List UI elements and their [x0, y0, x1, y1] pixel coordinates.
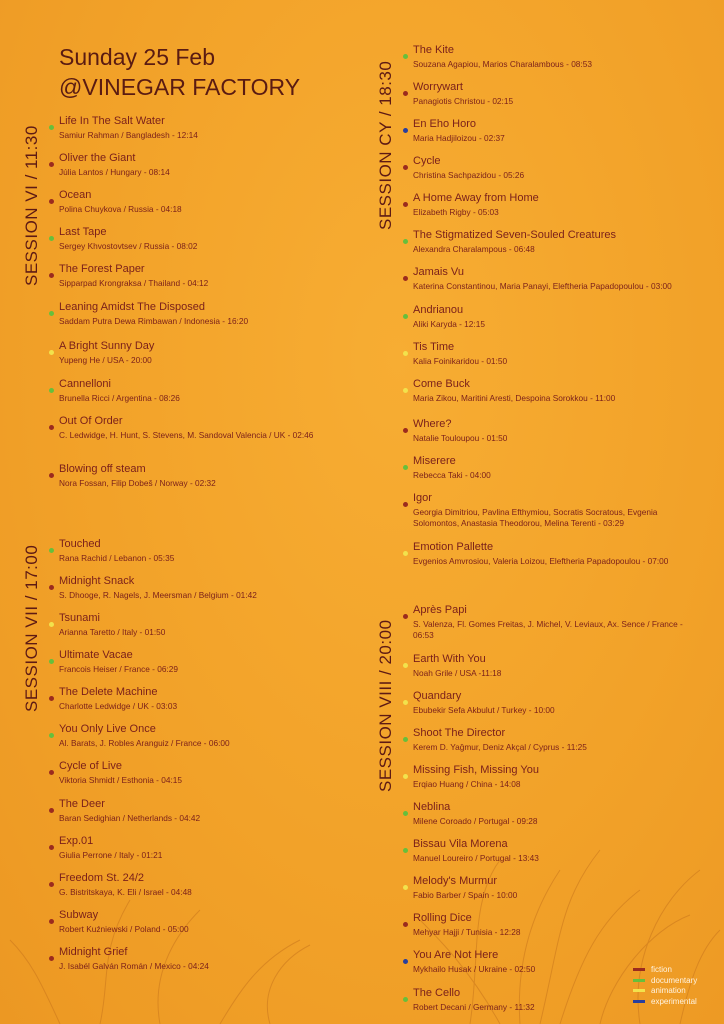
film-credits: Yupeng He / USA - 20:00: [59, 355, 152, 365]
film-title: Cycle: [413, 155, 441, 167]
category-dot: [403, 959, 408, 964]
film-title: Exp.01: [59, 835, 94, 847]
film-credits: Francois Heiser / France - 06:29: [59, 664, 178, 674]
film-entry: [413, 492, 705, 529]
film-title: Blowing off steam: [59, 463, 146, 475]
category-dot: [403, 276, 408, 281]
film-entry: [413, 912, 705, 938]
session-label: SESSION VIII / 20:00: [376, 619, 395, 792]
film-credits: Sergey Khvostovtsev / Russia - 08:02: [59, 241, 198, 251]
category-dot: [49, 125, 54, 130]
category-dot: [403, 700, 408, 705]
film-title: Ocean: [59, 189, 92, 201]
film-title: Life In The Salt Water: [59, 115, 165, 127]
film-entry: [413, 604, 705, 641]
film-title: Tsunami: [59, 612, 100, 624]
category-dot: [49, 585, 54, 590]
film-title: Ultimate Vacae: [59, 649, 133, 661]
film-title: Tis Time: [413, 341, 455, 353]
category-dot: [49, 770, 54, 775]
film-credits: C. Ledwidge, H. Hunt, S. Stevens, M. Sandoval Valencia / UK - 02:46: [59, 430, 314, 440]
film-entry: [413, 727, 705, 753]
category-dot: [403, 848, 408, 853]
session-label: SESSION CY / 18:30: [376, 60, 395, 230]
film-title: The Delete Machine: [59, 686, 158, 698]
film-credits: Mehyar Hajji / Tunisia - 12:28: [413, 927, 521, 937]
category-dot: [403, 54, 408, 59]
film-entry: [413, 418, 705, 444]
category-dot: [403, 502, 408, 507]
film-entry: [413, 764, 705, 790]
film-title: Andrianou: [413, 304, 464, 316]
film-entry: [59, 263, 359, 289]
film-credits: Rana Rachid / Lebanon - 05:35: [59, 553, 175, 563]
film-title: The Cello: [413, 987, 461, 999]
category-dot: [49, 425, 54, 430]
category-dot: [49, 845, 54, 850]
film-credits: Elizabeth Rigby - 05:03: [413, 207, 499, 217]
legend-label: documentary: [651, 975, 698, 985]
film-credits: Arianna Taretto / Italy - 01:50: [59, 627, 166, 637]
film-entry: [59, 872, 359, 898]
film-title: Melody's Murmur: [413, 875, 498, 887]
film-credits: Sipparpad Krongraksa / Thailand - 04:12: [59, 278, 209, 288]
film-entry: [59, 946, 359, 972]
category-dot: [403, 922, 408, 927]
film-title: Come Buck: [413, 378, 470, 390]
category-dot: [403, 428, 408, 433]
film-title: A Bright Sunny Day: [59, 340, 155, 352]
film-entry: [413, 192, 705, 218]
film-title: Earth With You: [413, 653, 486, 665]
film-credits: Giulia Perrone / Italy - 01:21: [59, 850, 163, 860]
film-credits: Katerina Constantinou, Maria Panayi, Eleftheria Papadopoulou - 03:00: [413, 281, 672, 291]
film-entry: [413, 44, 705, 70]
film-title: The Stigmatized Seven-Souled Creatures: [413, 229, 616, 241]
category-dot: [403, 351, 408, 356]
film-credits: Evgenios Amvrosiou, Valeria Loizou, Eleftheria Papadopoulou - 07:00: [413, 556, 669, 566]
film-credits: Fabio Barber / Spain - 10:00: [413, 890, 518, 900]
film-title: Quandary: [413, 690, 462, 702]
film-entry: [59, 301, 359, 327]
film-title: Jamais Vu: [413, 266, 464, 278]
film-title: A Home Away from Home: [413, 192, 539, 204]
film-entry: [59, 152, 359, 178]
film-credits: Maria Hadjiloizou - 02:37: [413, 133, 505, 143]
film-credits: Júlia Lantos / Hungary - 08:14: [59, 167, 170, 177]
category-dot: [49, 199, 54, 204]
film-credits: Charlotte Ledwidge / UK - 03:03: [59, 701, 178, 711]
film-entry: [413, 304, 705, 330]
film-title: You Are Not Here: [413, 949, 499, 961]
category-dot: [403, 774, 408, 779]
film-title: En Eho Horo: [413, 118, 476, 130]
film-credits: Al. Barats, J. Robles Aranguiz / France - 06:00: [59, 738, 230, 748]
film-entry: [59, 463, 359, 489]
film-entry: [59, 760, 359, 786]
film-credits: Robert Kuźniewski / Poland - 05:00: [59, 924, 189, 934]
film-credits: Kalia Foinikaridou - 01:50: [413, 356, 508, 366]
film-title: Freedom St. 24/2: [59, 872, 144, 884]
film-entry: [59, 415, 359, 441]
film-title: Where?: [413, 418, 452, 430]
film-credits: Noah Grile / USA -11:18: [413, 668, 502, 678]
film-entry: [413, 341, 705, 367]
film-credits: Baran Sedighian / Netherlands - 04:42: [59, 813, 201, 823]
category-dot: [49, 808, 54, 813]
film-entry: [59, 189, 359, 215]
category-dot: [403, 885, 408, 890]
category-dot: [403, 128, 408, 133]
film-entry: [59, 115, 359, 141]
category-dot: [49, 548, 54, 553]
legend-swatch: [633, 989, 645, 992]
film-credits: Panagiotis Christou - 02:15: [413, 96, 514, 106]
category-dot: [403, 811, 408, 816]
film-credits: Natalie Touloupou - 01:50: [413, 433, 508, 443]
category-dot: [49, 659, 54, 664]
film-entry: [59, 686, 359, 712]
film-title: Last Tape: [59, 226, 107, 238]
category-dot: [49, 273, 54, 278]
category-dot: [403, 91, 408, 96]
category-dot: [49, 622, 54, 627]
film-entry: [413, 155, 705, 181]
category-dot: [403, 737, 408, 742]
film-title: Cannelloni: [59, 378, 111, 390]
film-entry: [59, 226, 359, 252]
film-entry: [413, 378, 705, 404]
category-dot: [403, 551, 408, 556]
legend-swatch: [633, 979, 645, 982]
film-entry: [413, 118, 705, 144]
legend-label: experimental: [651, 996, 697, 1006]
category-dot: [49, 311, 54, 316]
film-entry: [59, 835, 359, 861]
film-entry: [59, 378, 359, 404]
film-title: Touched: [59, 538, 101, 550]
film-title: You Only Live Once: [59, 723, 156, 735]
film-credits: Viktoria Shmidt / Esthonia - 04:15: [59, 775, 182, 785]
film-entry: [413, 541, 705, 567]
category-dot: [49, 162, 54, 167]
film-entry: [413, 455, 705, 481]
film-credits: S. Dhooge, R. Nagels, J. Meersman / Belgium - 01:42: [59, 590, 257, 600]
film-entry: [413, 653, 705, 679]
film-entry: [59, 798, 359, 824]
film-credits: Alexandra Charalampous - 06:48: [413, 244, 535, 254]
category-dot: [403, 388, 408, 393]
category-dot: [49, 236, 54, 241]
film-title: The Kite: [413, 44, 454, 56]
film-title: Neblina: [413, 801, 451, 813]
film-credits: Samiur Rahman / Bangladesh - 12:14: [59, 130, 198, 140]
film-entry: [59, 649, 359, 675]
category-dot: [49, 350, 54, 355]
film-title: Rolling Dice: [413, 912, 472, 924]
film-title: Shoot The Director: [413, 727, 506, 739]
film-credits: Milene Coroado / Portugal - 09:28: [413, 816, 538, 826]
film-credits: Robert Decani / Germany - 11:32: [413, 1002, 535, 1012]
film-credits: Saddam Putra Dewa Rimbawan / Indonesia - 16:20: [59, 316, 249, 326]
film-title: The Deer: [59, 798, 105, 810]
category-dot: [49, 919, 54, 924]
film-credits: Mykhailo Husak / Ukraine - 02:50: [413, 964, 536, 974]
film-title: Cycle of Live: [59, 760, 122, 772]
category-dot: [403, 997, 408, 1002]
film-entry: [59, 612, 359, 638]
category-dot: [403, 202, 408, 207]
film-credits: Polina Chuykova / Russia - 04:18: [59, 204, 182, 214]
category-dot: [49, 388, 54, 393]
film-credits: Ebubekir Sefa Akbulut / Turkey - 10:00: [413, 705, 555, 715]
film-title: Out Of Order: [59, 415, 123, 427]
film-credits: J. Isabél Galván Román / Mexico - 04:24: [59, 961, 209, 971]
film-title: Midnight Snack: [59, 575, 135, 587]
film-entry: [413, 266, 705, 292]
film-credits: Nora Fossan, Filip Dobeš / Norway - 02:32: [59, 478, 216, 488]
film-entry: [59, 538, 359, 564]
film-title: Oliver the Giant: [59, 152, 136, 164]
category-dot: [49, 882, 54, 887]
category-dot: [49, 696, 54, 701]
film-entry: [413, 690, 705, 716]
category-dot: [49, 473, 54, 478]
legend-swatch: [633, 968, 645, 971]
film-credits: Kerem D. Yağmur, Deniz Akçal / Cyprus - 11:25: [413, 742, 587, 752]
legend-swatch: [633, 1000, 645, 1003]
film-entry: [59, 575, 359, 601]
film-credits: Georgia Dimitriou, Pavlina Efthymiou, Socratis Socratous, Evgenia Solomontos, Anastasia Theodorou, Melina Terenti - 03:29: [413, 507, 658, 528]
film-title: Midnight Grief: [59, 946, 128, 958]
category-dot: [403, 663, 408, 668]
film-entry: [413, 838, 705, 864]
film-title: Missing Fish, Missing You: [413, 764, 539, 776]
category-dot: [49, 733, 54, 738]
film-credits: Manuel Loureiro / Portugal - 13:43: [413, 853, 539, 863]
film-title: The Forest Paper: [59, 263, 145, 275]
film-title: Emotion Pallette: [413, 541, 494, 553]
film-title: Subway: [59, 909, 99, 921]
film-title: Miserere: [413, 455, 456, 467]
film-entry: [59, 340, 359, 366]
event-title: [59, 42, 300, 102]
film-credits: Souzana Agapiou, Marios Charalambous - 08:53: [413, 59, 592, 69]
film-credits: S. Valenza, Fl. Gomes Freitas, J. Michel, V. Leviaux, Ax. Sence / France - 06:53: [413, 619, 683, 640]
legend-label: fiction: [651, 965, 672, 974]
film-credits: Aliki Karyda - 12:15: [413, 319, 485, 329]
film-entry: [413, 875, 705, 901]
film-credits: Christina Sachpazidou - 05:26: [413, 170, 525, 180]
film-credits: Brunella Ricci / Argentina - 08:26: [59, 393, 180, 403]
legend-label: animation: [651, 986, 686, 995]
category-dot: [49, 956, 54, 961]
film-credits: Erqiao Huang / China - 14:08: [413, 779, 521, 789]
film-entry: [413, 229, 705, 255]
film-credits: G. Bistritskaya, K. Eli / Israel - 04:48: [59, 887, 192, 897]
event-venue: @VINEGAR FACTORY: [59, 74, 301, 100]
film-entry: [59, 909, 359, 935]
category-dot: [403, 465, 408, 470]
film-title: Après Papi: [413, 604, 467, 616]
film-title: Igor: [413, 492, 432, 504]
film-credits: Rebecca Taki - 04:00: [413, 470, 491, 480]
film-title: Leaning Amidst The Disposed: [59, 301, 205, 313]
film-entry: [413, 81, 705, 107]
film-credits: Maria Zikou, Maritini Aresti, Despoina Sorokkou - 11:00: [413, 393, 616, 403]
film-entry: [413, 801, 705, 827]
category-dot: [403, 614, 408, 619]
film-entry: [59, 723, 359, 749]
event-date: Sunday 25 Feb: [59, 44, 216, 70]
session-label: SESSION VII / 17:00: [22, 544, 41, 712]
category-dot: [403, 165, 408, 170]
film-title: Bissau Vila Morena: [413, 838, 508, 850]
category-dot: [403, 314, 408, 319]
film-title: Worrywart: [413, 81, 463, 93]
category-dot: [403, 239, 408, 244]
session-label: SESSION VI / 11:30: [22, 125, 41, 286]
